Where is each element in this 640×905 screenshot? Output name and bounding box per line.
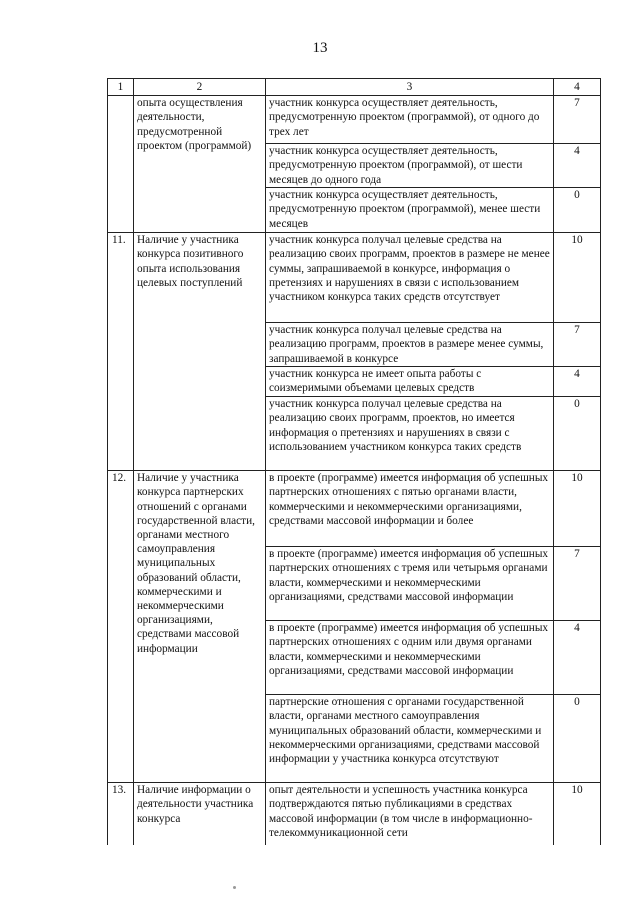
criterion-number: 12.: [108, 471, 134, 783]
criterion-score: 10: [554, 783, 601, 845]
criterion-name: Наличие у участника конкурса позитивного опыта использования целевых поступлений: [134, 233, 266, 471]
page-number: 13: [312, 40, 328, 56]
header-cell: 4: [554, 79, 601, 96]
criterion-score: 7: [554, 96, 601, 144]
criterion-name: Наличие информации о деятельности участника конкурса: [134, 783, 266, 845]
criterion-description: партнерские отношения с органами государственной власти, органами местного самоуправления муниципальных образований области, коммерческими и некоммерческими организациями, средствами массовой информации у участника конкурса отсутствуют: [266, 695, 554, 783]
table-row: [108, 96, 601, 144]
table-header-row: [108, 79, 601, 96]
criterion-description: участник конкурса осуществляет деятельность, предусмотренную проектом (программой), менее шести месяцев: [266, 188, 554, 233]
table-row: [108, 471, 601, 547]
criterion-description: участник конкурса не имеет опыта работы с соизмеримыми объемами целевых средств: [266, 367, 554, 397]
criterion-description: в проекте (программе) имеется информация об успешных партнерских отношениях с одним или двумя органами власти, коммерческими и некоммерческими организациями, средствами массовой информации: [266, 621, 554, 695]
criterion-description: участник конкурса получал целевые средства на реализацию своих программ, проектов в размере не менее суммы, запрашиваемой в конкурсе, информация о претензиях и нарушениях в связи с использованием участником конкурса таких средств отсутствует: [266, 233, 554, 323]
criterion-score: 0: [554, 695, 601, 783]
criterion-description: участник конкурса получал целевые средства на реализацию программ, проектов в размере менее суммы, запрашиваемой в конкурсе: [266, 323, 554, 367]
criterion-name: опыта осуществления деятельности, предусмотренной проектом (программой): [134, 96, 266, 233]
criterion-score: 7: [554, 323, 601, 367]
table-row: [108, 233, 601, 323]
scan-speck: [233, 886, 236, 889]
criterion-number: [108, 96, 134, 233]
criterion-number: 13.: [108, 783, 134, 845]
criterion-description: в проекте (программе) имеется информация об успешных партнерских отношениях с пятью органами власти, коммерческими и некоммерческими организациями, средствами массовой информации и более: [266, 471, 554, 547]
header-cell: 3: [266, 79, 554, 96]
criterion-score: 10: [554, 471, 601, 547]
criterion-name: Наличие у участника конкурса партнерских отношений с органами государственной власти, органами местного самоуправления муниципальных образований области, коммерческими и некоммерческими организациями, средствами массовой информации: [134, 471, 266, 783]
criterion-score: 0: [554, 397, 601, 471]
criterion-description: участник конкурса получал целевые средства на реализацию своих программ, проектов, но имеется информация о претензиях и нарушениях в связи с использованием участником конкурса таких средств: [266, 397, 554, 471]
criterion-score: 10: [554, 233, 601, 323]
criterion-score: 4: [554, 367, 601, 397]
criterion-number: 11.: [108, 233, 134, 471]
criterion-description: опыт деятельности и успешность участника конкурса подтверждаются пятью публикациями в средствах массовой информации (в том числе в информационно-телекоммуникационной сети: [266, 783, 554, 845]
criterion-description: в проекте (программе) имеется информация об успешных партнерских отношениях с тремя или четырьмя органами власти, коммерческими и некоммерческими организациями, средствами массовой информации: [266, 547, 554, 621]
table-row: [108, 783, 601, 845]
header-cell: 1: [108, 79, 134, 96]
criterion-score: 7: [554, 547, 601, 621]
criterion-score: 4: [554, 621, 601, 695]
criterion-description: участник конкурса осуществляет деятельность, предусмотренную проектом (программой), от шести месяцев до одного года: [266, 144, 554, 188]
criteria-table: [107, 78, 601, 845]
criterion-description: участник конкурса осуществляет деятельность, предусмотренную проектом (программой), от одного до трех лет: [266, 96, 554, 144]
criterion-score: 4: [554, 144, 601, 188]
header-cell: 2: [134, 79, 266, 96]
criterion-score: 0: [554, 188, 601, 233]
